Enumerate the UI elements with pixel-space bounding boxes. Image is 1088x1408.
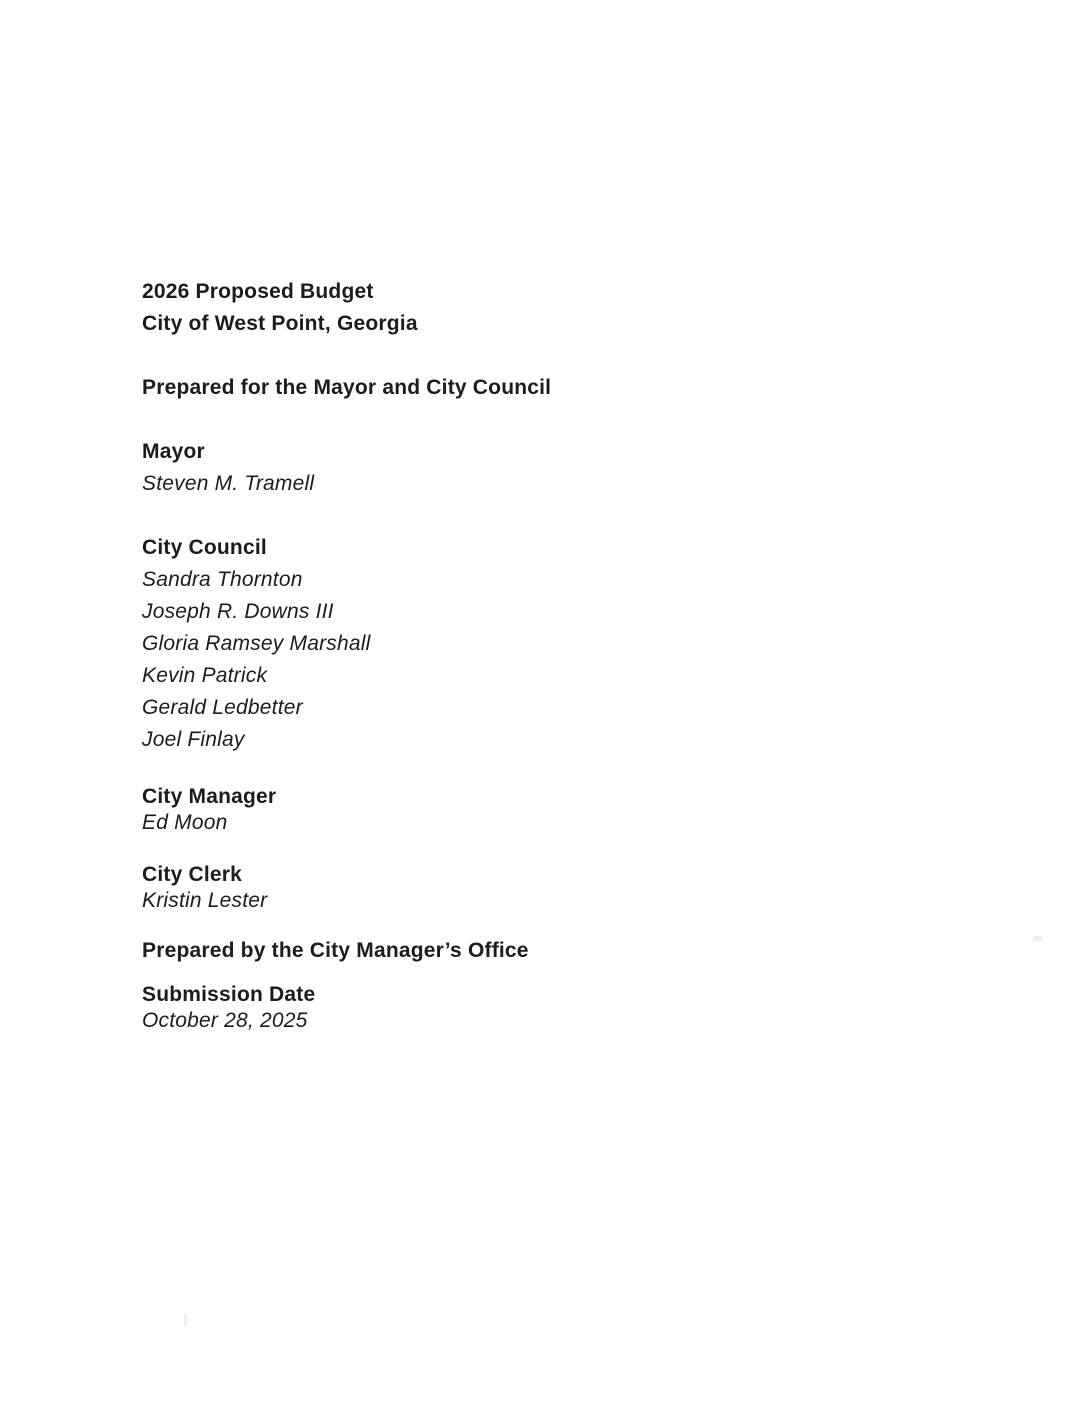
person-name-mayor: Steven M. Tramell <box>142 472 315 495</box>
section-heading-city-clerk: City Clerk <box>142 863 243 886</box>
prepared-for-line: Prepared for the Mayor and City Council <box>142 376 552 399</box>
section-submission-date <box>142 982 962 1034</box>
section-city-clerk <box>142 862 962 914</box>
submission-date-value: October 28, 2025 <box>142 1009 308 1032</box>
document-title <box>142 276 962 340</box>
section-heading-mayor: Mayor <box>142 440 205 463</box>
section-heading-city-council: City Council <box>142 536 267 559</box>
section-mayor <box>142 436 962 500</box>
prepared-by-line: Prepared by the City Manager’s Office <box>142 939 529 962</box>
person-name-city-manager: Ed Moon <box>142 811 228 834</box>
person-name-council-member: Kevin Patrick <box>142 664 268 687</box>
title-page-content <box>142 276 962 1034</box>
person-name-city-clerk: Kristin Lester <box>142 889 268 912</box>
title-line-city: City of West Point, Georgia <box>142 312 418 335</box>
scan-artifact <box>1033 936 1042 941</box>
section-city-council <box>142 532 962 756</box>
submission-date-heading: Submission Date <box>142 983 316 1006</box>
title-line-budget: 2026 Proposed Budget <box>142 280 374 303</box>
section-city-manager <box>142 784 962 836</box>
person-name-council-member: Joel Finlay <box>142 728 245 751</box>
person-name-council-member: Gloria Ramsey Marshall <box>142 632 371 655</box>
person-name-council-member: Sandra Thornton <box>142 568 303 591</box>
scan-artifact <box>184 1314 187 1326</box>
section-heading-city-manager: City Manager <box>142 785 277 808</box>
person-name-council-member: Joseph R. Downs III <box>142 600 334 623</box>
person-name-council-member: Gerald Ledbetter <box>142 696 303 719</box>
